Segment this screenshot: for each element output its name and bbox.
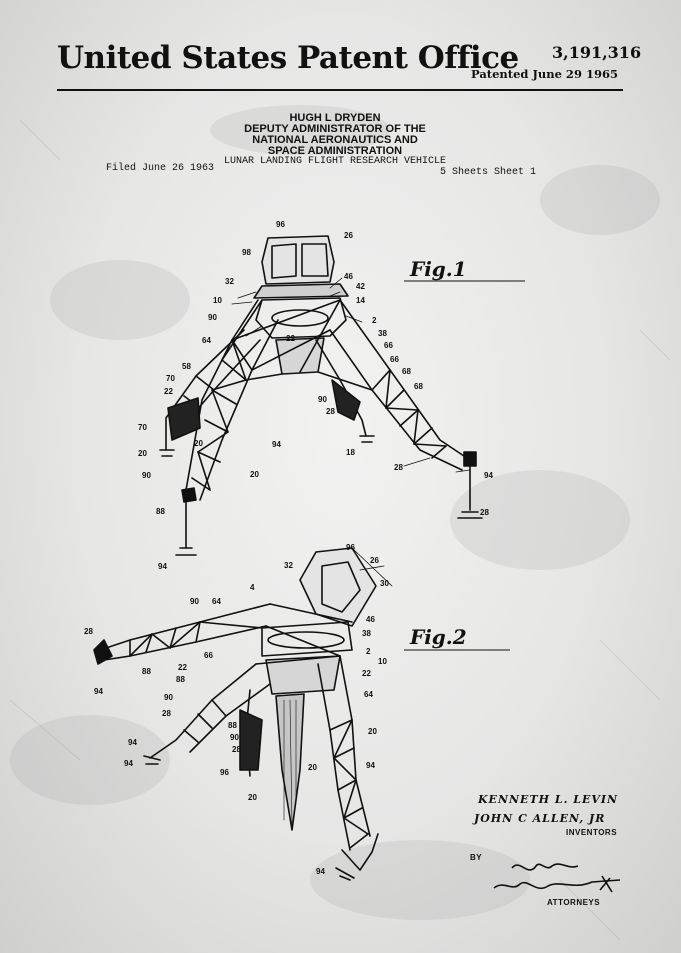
ref-numeral: 90 bbox=[142, 471, 151, 480]
ref-numeral: 22 bbox=[178, 663, 187, 672]
ref-numeral: 96 bbox=[220, 768, 229, 777]
ref-numeral: 94 bbox=[124, 759, 133, 768]
ref-numeral: 94 bbox=[158, 562, 167, 571]
ref-numeral: 94 bbox=[316, 867, 325, 876]
ref-numeral: 68 bbox=[414, 382, 423, 391]
attorneys-label: ATTORNEYS bbox=[547, 898, 601, 907]
fig2-label: Fig.2 bbox=[410, 625, 467, 649]
attorney-signature bbox=[494, 864, 620, 892]
ref-numeral: 28 bbox=[394, 463, 403, 472]
ref-numeral: 38 bbox=[362, 629, 371, 638]
ref-numeral: 14 bbox=[356, 296, 365, 305]
patent-office-title: United States Patent Office bbox=[57, 40, 519, 76]
ref-numeral: 68 bbox=[402, 367, 411, 376]
ref-numeral: 26 bbox=[344, 231, 353, 240]
patented-date: Patented June 29 1965 bbox=[471, 67, 618, 81]
ref-numeral: 28 bbox=[480, 508, 489, 517]
ref-numeral: 10 bbox=[213, 296, 222, 305]
ref-numeral: 20 bbox=[138, 449, 147, 458]
ref-numeral: 90 bbox=[230, 733, 239, 742]
sheet-count: 5 Sheets Sheet 1 bbox=[440, 167, 537, 178]
inventor-name-2: JOHN C ALLEN, JR bbox=[474, 812, 606, 825]
patent-number: 3,191,316 bbox=[552, 43, 642, 62]
ref-numeral: 26 bbox=[370, 556, 379, 565]
ref-numeral: 94 bbox=[272, 440, 281, 449]
ref-numeral: 96 bbox=[346, 543, 355, 552]
inventor-name-1: KENNETH L. LEVIN bbox=[478, 793, 619, 806]
ref-numeral: 28 bbox=[326, 407, 335, 416]
ref-numeral: 20 bbox=[368, 727, 377, 736]
ref-numeral: 64 bbox=[364, 690, 373, 699]
ref-numeral: 28 bbox=[84, 627, 93, 636]
ref-numeral: 22 bbox=[362, 669, 371, 678]
inventors-label: INVENTORS bbox=[566, 828, 618, 837]
ref-numeral: 4 bbox=[250, 583, 255, 592]
ref-numeral: 38 bbox=[378, 329, 387, 338]
ref-numeral: 20 bbox=[308, 763, 317, 772]
ref-numeral: 22 bbox=[164, 387, 173, 396]
filed-date: Filed June 26 1963 bbox=[106, 163, 215, 174]
ref-numeral: 32 bbox=[284, 561, 293, 570]
ref-numeral: 22 bbox=[286, 334, 295, 343]
ref-numeral: 20 bbox=[248, 793, 257, 802]
ref-numeral: 90 bbox=[208, 313, 217, 322]
ref-numeral: 94 bbox=[484, 471, 493, 480]
ref-numeral: 66 bbox=[204, 651, 213, 660]
ref-numeral: 2 bbox=[366, 647, 371, 656]
ref-numeral: 20 bbox=[250, 470, 259, 479]
ref-numeral: 66 bbox=[384, 341, 393, 350]
ref-numeral: 64 bbox=[202, 336, 211, 345]
assignee-line-2: DEPUTY ADMINISTRATOR OF THE bbox=[244, 123, 426, 135]
ref-numeral: 66 bbox=[390, 355, 399, 364]
ref-numeral: 70 bbox=[138, 423, 147, 432]
ref-numeral: 94 bbox=[94, 687, 103, 696]
ref-numeral: 46 bbox=[344, 272, 353, 281]
fig1-label: Fig.1 bbox=[410, 257, 467, 281]
ref-numeral: 88 bbox=[176, 675, 185, 684]
ref-numeral: 88 bbox=[228, 721, 237, 730]
ref-numeral: 90 bbox=[164, 693, 173, 702]
ref-numeral: 90 bbox=[190, 597, 199, 606]
ref-numeral: 88 bbox=[156, 507, 165, 516]
ref-numeral: 30 bbox=[380, 579, 389, 588]
ref-numeral: 90 bbox=[318, 395, 327, 404]
by-label: BY bbox=[470, 853, 483, 862]
ref-numeral: 20 bbox=[194, 439, 203, 448]
invention-title: LUNAR LANDING FLIGHT RESEARCH VEHICLE bbox=[223, 156, 447, 167]
ref-numeral: 32 bbox=[225, 277, 234, 286]
ref-numeral: 28 bbox=[232, 745, 241, 754]
ref-numeral: 58 bbox=[182, 362, 191, 371]
fig2-drawing bbox=[94, 548, 392, 880]
ref-numeral: 70 bbox=[166, 374, 175, 383]
ref-numeral: 94 bbox=[128, 738, 137, 747]
ref-numeral: 98 bbox=[242, 248, 251, 257]
ref-numeral: 28 bbox=[162, 709, 171, 718]
ref-numeral: 46 bbox=[366, 615, 375, 624]
ref-numeral: 88 bbox=[142, 667, 151, 676]
ref-numeral: 64 bbox=[212, 597, 221, 606]
assignee-line-4: SPACE ADMINISTRATION bbox=[267, 145, 403, 157]
ref-numeral: 96 bbox=[276, 220, 285, 229]
assignee-line-1: HUGH L DRYDEN bbox=[289, 112, 381, 124]
ref-numeral: 10 bbox=[378, 657, 387, 666]
ref-numeral: 2 bbox=[372, 316, 377, 325]
ref-numeral: 42 bbox=[356, 282, 365, 291]
ref-numeral: 18 bbox=[346, 448, 355, 457]
ref-numeral: 94 bbox=[366, 761, 375, 770]
assignee-line-3: NATIONAL AERONAUTICS AND bbox=[252, 134, 418, 146]
